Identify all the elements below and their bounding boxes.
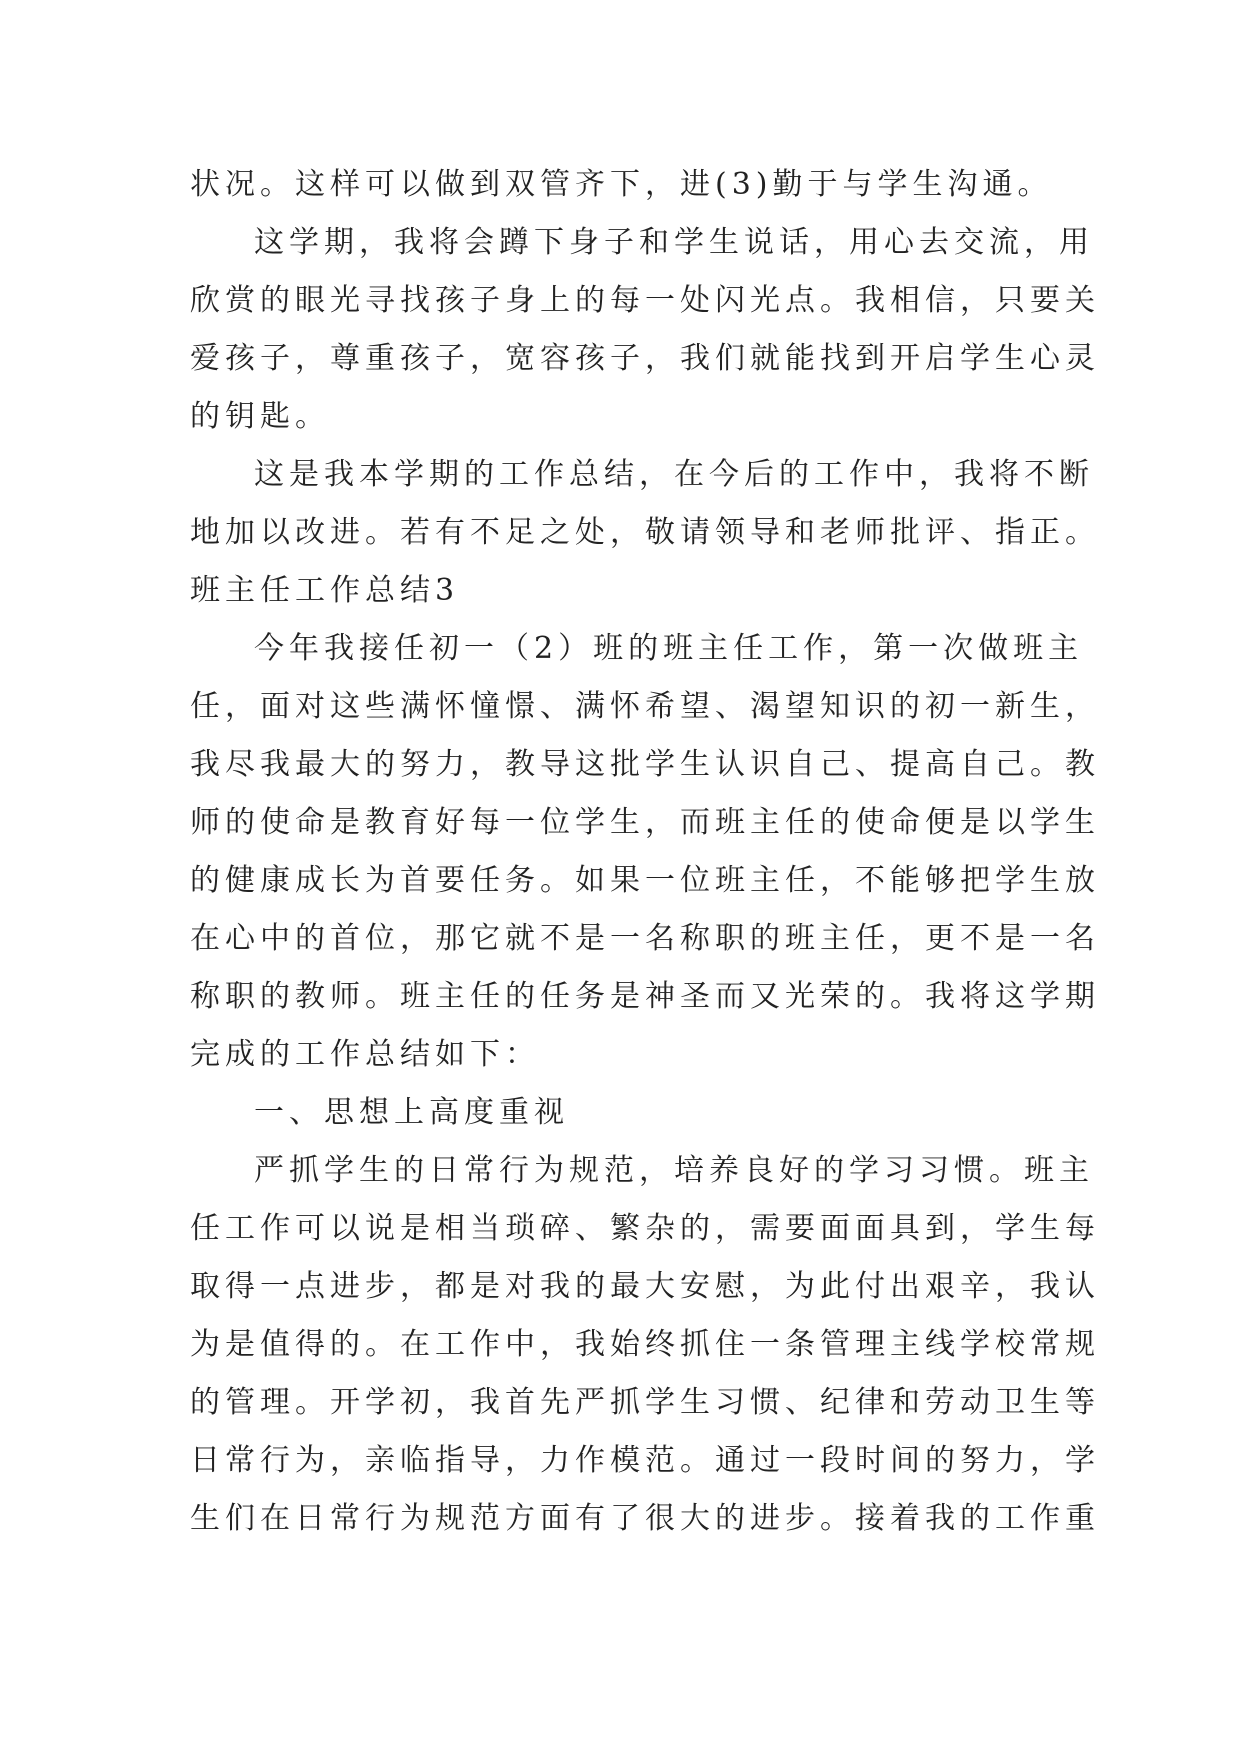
- text-line: 这是我本学期的工作总结，在今后的工作中，我将不断: [254, 457, 1094, 492]
- text-line: 的管理。开学初，我首先严抓学生习惯、纪律和劳动卫生等: [190, 1385, 1100, 1420]
- text-line: 的钥匙。: [190, 399, 330, 434]
- text-line: 为是值得的。在工作中，我始终抓住一条管理主线学校常规: [190, 1327, 1100, 1362]
- text-line: 今年我接任初一（2）班的班主任工作，第一次做班主: [254, 631, 1084, 666]
- text-line: 我尽我最大的努力，教导这批学生认识自己、提高自己。教: [190, 747, 1100, 782]
- section-heading: 班主任工作总结3: [190, 573, 460, 608]
- text-line: 师的使命是教育好每一位学生，而班主任的使命便是以学生: [190, 805, 1100, 840]
- subheading: 一、思想上高度重视: [254, 1095, 569, 1130]
- text-line: 取得一点进步，都是对我的最大安慰，为此付出艰辛，我认: [190, 1269, 1100, 1304]
- text-line: 任，面对这些满怀憧憬、满怀希望、渴望知识的初一新生，: [190, 689, 1100, 724]
- text-line: 这学期，我将会蹲下身子和学生说话，用心去交流，用: [254, 225, 1094, 260]
- text-line: 完成的工作总结如下：: [190, 1037, 540, 1072]
- text-line: 日常行为，亲临指导，力作模范。通过一段时间的努力，学: [190, 1443, 1100, 1478]
- text-line: 生们在日常行为规范方面有了很大的进步。接着我的工作重: [190, 1501, 1100, 1536]
- text-line: 任工作可以说是相当琐碎、繁杂的，需要面面具到，学生每: [190, 1211, 1100, 1246]
- text-line: 称职的教师。班主任的任务是神圣而又光荣的。我将这学期: [190, 979, 1100, 1014]
- text-line: 在心中的首位，那它就不是一名称职的班主任，更不是一名: [190, 921, 1100, 956]
- text-line: 地加以改进。若有不足之处，敬请领导和老师批评、指正。: [190, 515, 1100, 550]
- text-line: 状况。这样可以做到双管齐下，进(3)勤于与学生沟通。: [190, 167, 1053, 202]
- text-line: 的健康成长为首要任务。如果一位班主任，不能够把学生放: [190, 863, 1100, 898]
- text-line: 欣赏的眼光寻找孩子身上的每一处闪光点。我相信，只要关: [190, 283, 1100, 318]
- text-line: 爱孩子，尊重孩子，宽容孩子，我们就能找到开启学生心灵: [190, 341, 1100, 376]
- text-line: 严抓学生的日常行为规范，培养良好的学习习惯。班主: [254, 1153, 1094, 1188]
